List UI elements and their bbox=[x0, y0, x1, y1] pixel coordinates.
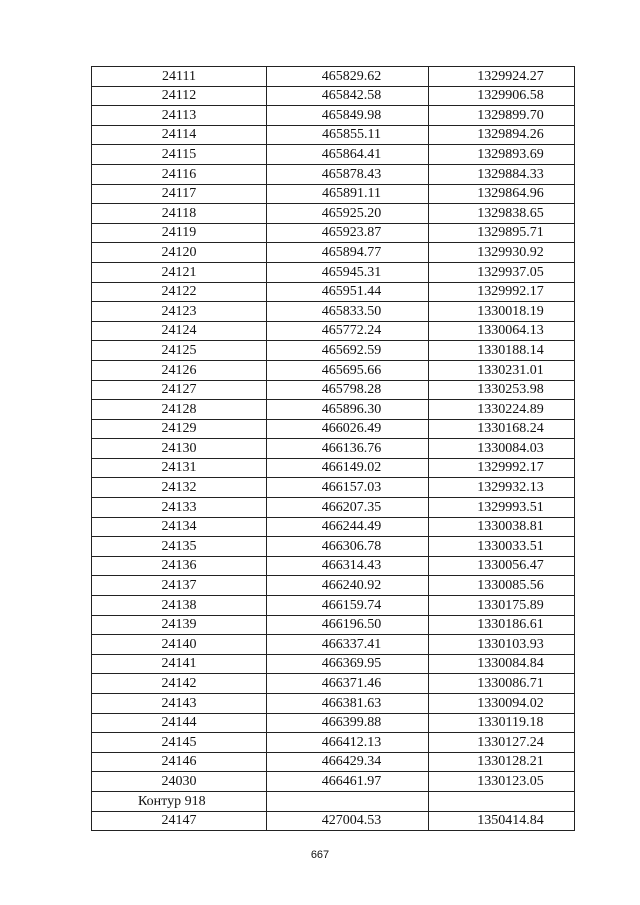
table-row bbox=[92, 439, 575, 459]
y-coordinate-cell: 1330168.24 bbox=[429, 419, 575, 439]
x-coordinate-cell: 466314.43 bbox=[267, 556, 429, 576]
table-row bbox=[92, 635, 575, 655]
x-coordinate-cell: 465925.20 bbox=[267, 204, 429, 224]
point-number-cell: 24111 bbox=[92, 67, 267, 87]
y-coordinate-cell: 1330094.02 bbox=[429, 694, 575, 714]
y-coordinate-cell: 1329884.33 bbox=[429, 164, 575, 184]
table-row bbox=[92, 106, 575, 126]
point-number-cell: 24121 bbox=[92, 262, 267, 282]
table-row bbox=[92, 360, 575, 380]
point-number-cell: 24122 bbox=[92, 282, 267, 302]
y-coordinate-cell: 1330188.14 bbox=[429, 341, 575, 361]
point-number-cell: 24112 bbox=[92, 86, 267, 106]
point-number-cell: 24116 bbox=[92, 164, 267, 184]
table-row bbox=[92, 204, 575, 224]
x-coordinate-cell: 427004.53 bbox=[267, 811, 429, 831]
section-empty-cell bbox=[267, 791, 429, 811]
y-coordinate-cell: 1330033.51 bbox=[429, 537, 575, 557]
point-number-cell: 24123 bbox=[92, 302, 267, 322]
x-coordinate-cell: 465896.30 bbox=[267, 400, 429, 420]
table-row bbox=[92, 67, 575, 87]
y-coordinate-cell: 1330231.01 bbox=[429, 360, 575, 380]
coordinates-table-body bbox=[92, 67, 575, 792]
table-row bbox=[92, 184, 575, 204]
table-row bbox=[92, 517, 575, 537]
point-number-cell: 24142 bbox=[92, 674, 267, 694]
point-number-cell: 24126 bbox=[92, 360, 267, 380]
y-coordinate-cell: 1329838.65 bbox=[429, 204, 575, 224]
x-coordinate-cell: 466149.02 bbox=[267, 458, 429, 478]
point-number-cell: 24120 bbox=[92, 243, 267, 263]
point-number-cell: 24128 bbox=[92, 400, 267, 420]
x-coordinate-cell: 466244.49 bbox=[267, 517, 429, 537]
point-number-cell: 24135 bbox=[92, 537, 267, 557]
y-coordinate-cell: 1330056.47 bbox=[429, 556, 575, 576]
y-coordinate-cell: 1330038.81 bbox=[429, 517, 575, 537]
x-coordinate-cell: 465798.28 bbox=[267, 380, 429, 400]
x-coordinate-cell: 466306.78 bbox=[267, 537, 429, 557]
point-number-cell: 24140 bbox=[92, 635, 267, 655]
x-coordinate-cell: 465894.77 bbox=[267, 243, 429, 263]
table-row bbox=[92, 419, 575, 439]
y-coordinate-cell: 1329893.69 bbox=[429, 145, 575, 165]
x-coordinate-cell: 465772.24 bbox=[267, 321, 429, 341]
y-coordinate-cell: 1330064.13 bbox=[429, 321, 575, 341]
x-coordinate-cell: 466240.92 bbox=[267, 576, 429, 596]
y-coordinate-cell: 1330128.21 bbox=[429, 752, 575, 772]
x-coordinate-cell: 465951.44 bbox=[267, 282, 429, 302]
y-coordinate-cell: 1330084.84 bbox=[429, 654, 575, 674]
section-block bbox=[92, 791, 575, 830]
table-row bbox=[92, 223, 575, 243]
point-number-cell: 24125 bbox=[92, 341, 267, 361]
point-number-cell: 24145 bbox=[92, 733, 267, 753]
y-coordinate-cell: 1330119.18 bbox=[429, 713, 575, 733]
table-row bbox=[92, 400, 575, 420]
table-row bbox=[92, 262, 575, 282]
y-coordinate-cell: 1329895.71 bbox=[429, 223, 575, 243]
point-number-cell: 24119 bbox=[92, 223, 267, 243]
section-empty-cell bbox=[429, 791, 575, 811]
y-coordinate-cell: 1329864.96 bbox=[429, 184, 575, 204]
y-coordinate-cell: 1330123.05 bbox=[429, 772, 575, 792]
section-row bbox=[92, 791, 575, 811]
x-coordinate-cell: 465923.87 bbox=[267, 223, 429, 243]
point-number-cell: 24143 bbox=[92, 694, 267, 714]
table-row bbox=[92, 125, 575, 145]
point-number-cell: 24115 bbox=[92, 145, 267, 165]
point-number-cell: 24130 bbox=[92, 439, 267, 459]
table-row bbox=[92, 537, 575, 557]
y-coordinate-cell: 1329924.27 bbox=[429, 67, 575, 87]
x-coordinate-cell: 465878.43 bbox=[267, 164, 429, 184]
x-coordinate-cell: 465692.59 bbox=[267, 341, 429, 361]
y-coordinate-cell: 1350414.84 bbox=[429, 811, 575, 831]
x-coordinate-cell: 466207.35 bbox=[267, 498, 429, 518]
point-number-cell: 24113 bbox=[92, 106, 267, 126]
x-coordinate-cell: 466399.88 bbox=[267, 713, 429, 733]
y-coordinate-cell: 1329992.17 bbox=[429, 458, 575, 478]
point-number-cell: 24146 bbox=[92, 752, 267, 772]
y-coordinate-cell: 1329992.17 bbox=[429, 282, 575, 302]
table-row bbox=[92, 145, 575, 165]
table-row bbox=[92, 321, 575, 341]
y-coordinate-cell: 1329937.05 bbox=[429, 262, 575, 282]
table-row bbox=[92, 654, 575, 674]
x-coordinate-cell: 465833.50 bbox=[267, 302, 429, 322]
table-row bbox=[92, 615, 575, 635]
x-coordinate-cell: 466369.95 bbox=[267, 654, 429, 674]
table-row bbox=[92, 341, 575, 361]
point-number-cell: 24132 bbox=[92, 478, 267, 498]
x-coordinate-cell: 465891.11 bbox=[267, 184, 429, 204]
point-number-cell: 24133 bbox=[92, 498, 267, 518]
table-row bbox=[92, 576, 575, 596]
point-number-cell: 24139 bbox=[92, 615, 267, 635]
x-coordinate-cell: 465945.31 bbox=[267, 262, 429, 282]
point-number-cell: 24137 bbox=[92, 576, 267, 596]
y-coordinate-cell: 1330085.56 bbox=[429, 576, 575, 596]
y-coordinate-cell: 1330103.93 bbox=[429, 635, 575, 655]
point-number-cell: 24117 bbox=[92, 184, 267, 204]
y-coordinate-cell: 1330175.89 bbox=[429, 596, 575, 616]
point-number-cell: 24147 bbox=[92, 811, 267, 831]
point-number-cell: 24129 bbox=[92, 419, 267, 439]
point-number-cell: 24144 bbox=[92, 713, 267, 733]
x-coordinate-cell: 466461.97 bbox=[267, 772, 429, 792]
table-row bbox=[92, 302, 575, 322]
table-row bbox=[92, 752, 575, 772]
y-coordinate-cell: 1329930.92 bbox=[429, 243, 575, 263]
table-row bbox=[92, 498, 575, 518]
y-coordinate-cell: 1330018.19 bbox=[429, 302, 575, 322]
y-coordinate-cell: 1329894.26 bbox=[429, 125, 575, 145]
table-row bbox=[92, 674, 575, 694]
table-row bbox=[92, 556, 575, 576]
y-coordinate-cell: 1329993.51 bbox=[429, 498, 575, 518]
point-number-cell: 24134 bbox=[92, 517, 267, 537]
section-label: Контур 918 bbox=[92, 791, 267, 811]
point-number-cell: 24138 bbox=[92, 596, 267, 616]
point-number-cell: 24118 bbox=[92, 204, 267, 224]
point-number-cell: 24114 bbox=[92, 125, 267, 145]
table-row bbox=[92, 478, 575, 498]
table-row bbox=[92, 86, 575, 106]
coordinates-table bbox=[91, 66, 575, 831]
point-number-cell: 24124 bbox=[92, 321, 267, 341]
table-row bbox=[92, 733, 575, 753]
x-coordinate-cell: 466412.13 bbox=[267, 733, 429, 753]
table-row bbox=[92, 282, 575, 302]
table-row bbox=[92, 713, 575, 733]
y-coordinate-cell: 1330253.98 bbox=[429, 380, 575, 400]
x-coordinate-cell: 466429.34 bbox=[267, 752, 429, 772]
point-number-cell: 24127 bbox=[92, 380, 267, 400]
y-coordinate-cell: 1330084.03 bbox=[429, 439, 575, 459]
point-number-cell: 24030 bbox=[92, 772, 267, 792]
point-number-cell: 24141 bbox=[92, 654, 267, 674]
table-row bbox=[92, 164, 575, 184]
x-coordinate-cell: 466026.49 bbox=[267, 419, 429, 439]
x-coordinate-cell: 465695.66 bbox=[267, 360, 429, 380]
y-coordinate-cell: 1329899.70 bbox=[429, 106, 575, 126]
page-number: 667 bbox=[310, 849, 330, 861]
y-coordinate-cell: 1330186.61 bbox=[429, 615, 575, 635]
y-coordinate-cell: 1330127.24 bbox=[429, 733, 575, 753]
table-row bbox=[92, 772, 575, 792]
table-row bbox=[92, 458, 575, 478]
point-number-cell: 24131 bbox=[92, 458, 267, 478]
table-row bbox=[92, 596, 575, 616]
table-row bbox=[92, 380, 575, 400]
x-coordinate-cell: 465829.62 bbox=[267, 67, 429, 87]
y-coordinate-cell: 1329906.58 bbox=[429, 86, 575, 106]
point-number-cell: 24136 bbox=[92, 556, 267, 576]
x-coordinate-cell: 465855.11 bbox=[267, 125, 429, 145]
table-row bbox=[92, 811, 575, 831]
x-coordinate-cell: 466136.76 bbox=[267, 439, 429, 459]
x-coordinate-cell: 466157.03 bbox=[267, 478, 429, 498]
x-coordinate-cell: 465864.41 bbox=[267, 145, 429, 165]
x-coordinate-cell: 466159.74 bbox=[267, 596, 429, 616]
y-coordinate-cell: 1330086.71 bbox=[429, 674, 575, 694]
x-coordinate-cell: 466196.50 bbox=[267, 615, 429, 635]
table-row bbox=[92, 243, 575, 263]
table-row bbox=[92, 694, 575, 714]
y-coordinate-cell: 1329932.13 bbox=[429, 478, 575, 498]
x-coordinate-cell: 465849.98 bbox=[267, 106, 429, 126]
y-coordinate-cell: 1330224.89 bbox=[429, 400, 575, 420]
x-coordinate-cell: 466337.41 bbox=[267, 635, 429, 655]
x-coordinate-cell: 466371.46 bbox=[267, 674, 429, 694]
x-coordinate-cell: 466381.63 bbox=[267, 694, 429, 714]
x-coordinate-cell: 465842.58 bbox=[267, 86, 429, 106]
